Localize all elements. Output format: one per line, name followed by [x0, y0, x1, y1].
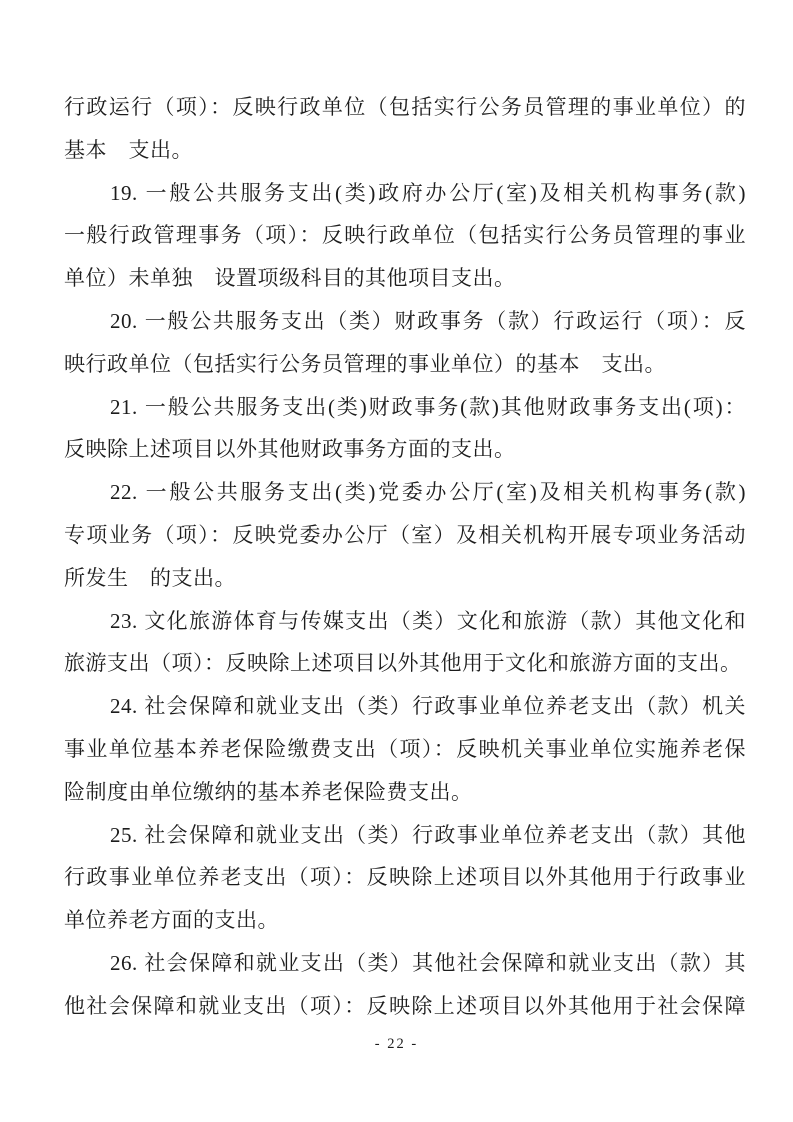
paragraph-item-19: [64, 172, 746, 300]
text-line: 26. 社会保障和就业支出（类）其他社会保障和就业支出（款）其: [110, 950, 746, 975]
paragraph-item-24: [64, 685, 746, 813]
paragraph-item-20: [64, 300, 746, 386]
text-line: 24. 社会保障和就业支出（类）行政事业单位养老支出（款）机关: [110, 694, 746, 719]
text-line: 单位）未单独 设置项级科目的其他项目支出。: [64, 266, 516, 291]
text-line: 事业单位基本养老保险缴费支出（项）：反映机关事业单位实施养老保: [64, 736, 746, 761]
text-line: 他社会保障和就业支出（项）：反映除上述项目以外其他用于社会保障: [64, 993, 746, 1018]
paragraph-item-18-continuation: [64, 86, 746, 172]
paragraph-item-22: [64, 471, 746, 599]
paragraph-item-26: [64, 942, 746, 1028]
text-line: 旅游支出（项）：反映除上述项目以外其他用于文化和旅游方面的支出。: [64, 651, 742, 676]
text-line: 一般行政管理事务（项）：反映行政单位（包括实行公务员管理的事业: [64, 223, 746, 248]
text-line: 行政运行（项）：反映行政单位（包括实行公务员管理的事业单位）的: [64, 95, 746, 119]
text-line: 19. 一般公共服务支出(类)政府办公厅(室)及相关机构事务(款): [110, 180, 746, 205]
text-line: 23. 文化旅游体育与传媒支出（类）文化和旅游（款）其他文化和: [110, 608, 746, 633]
text-line: 所发生 的支出。: [64, 565, 236, 590]
text-line: 映行政单位（包括实行公务员管理的事业单位）的基本 支出。: [64, 351, 666, 376]
text-line: 行政事业单位养老支出（项）：反映除上述项目以外其他用于行政事业: [64, 865, 746, 890]
text-line: 专项业务（项）：反映党委办公厅（室）及相关机构开展专项业务活动: [64, 522, 746, 547]
paragraph-item-21: [64, 386, 746, 472]
text-line: 险制度由单位缴纳的基本养老保险费支出。: [64, 779, 473, 804]
text-line: 21. 一般公共服务支出(类)财政事务(款)其他财政事务支出(项)：: [110, 394, 746, 419]
text-line: 20. 一般公共服务支出（类）财政事务（款）行政运行（项）：反: [110, 308, 746, 333]
paragraph-item-25: [64, 814, 746, 942]
text-line: 25. 社会保障和就业支出（类）行政事业单位养老支出（款）其他: [110, 822, 746, 847]
document-body: [64, 86, 746, 1028]
paragraph-item-23: [64, 600, 746, 686]
page-number: - 22 -: [374, 1036, 419, 1052]
text-line: 单位养老方面的支出。: [64, 908, 279, 933]
text-line: 反映除上述项目以外其他财政事务方面的支出。: [64, 437, 516, 462]
text-line: 22. 一般公共服务支出(类)党委办公厅(室)及相关机构事务(款): [110, 480, 746, 505]
text-line: 基本 支出。: [64, 137, 193, 162]
